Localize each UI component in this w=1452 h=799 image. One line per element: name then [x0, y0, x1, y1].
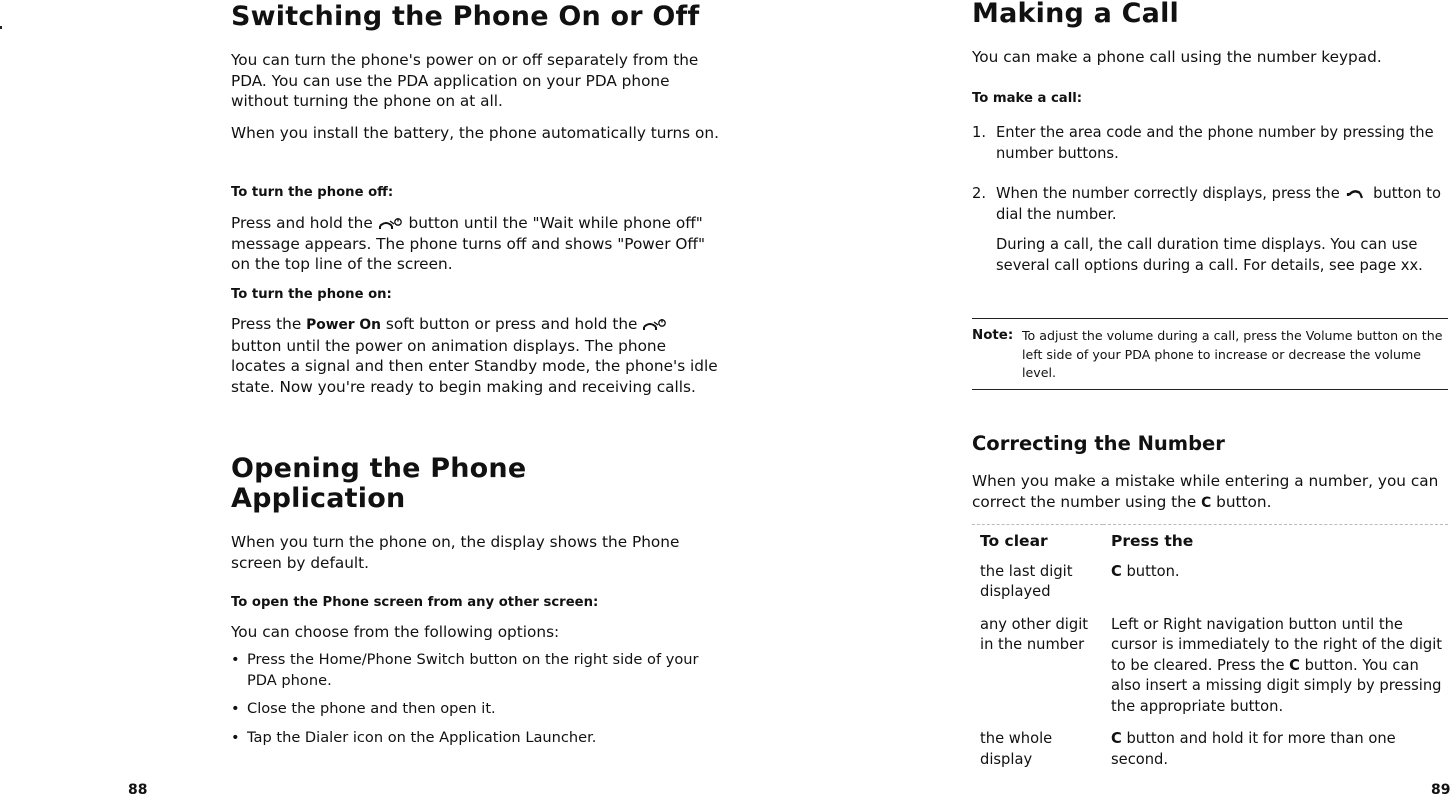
step-2-details: During a call, the call duration time displays. You can use several call options during a call. For details, see page xx. — [996, 236, 1423, 274]
list-item — [972, 123, 1448, 164]
open-para-1: When you turn the phone on, the display shows the Phone screen by default. — [231, 533, 680, 572]
correct-para — [972, 471, 1448, 513]
turn-on-text-mid: soft button or press and hold the — [385, 315, 638, 333]
list-item: • Press the Home/Phone Switch button on the right side of your PDA phone. — [231, 650, 721, 691]
list-item — [972, 184, 1448, 276]
c-button-name: C — [1111, 730, 1122, 747]
cell-press-text-before: Left or Right navigation button until the cursor is immediately to the right of the digit to be cleared. Press the — [1111, 615, 1443, 674]
call-section-title: Making a Call — [972, 0, 1180, 29]
note-text: To adjust the volume during a call, press the Volume button on the left side of your PDA phone to increase or decrease the volume level. — [1022, 328, 1443, 380]
table-header-row — [972, 525, 1448, 562]
table-row — [972, 562, 1448, 615]
table-row — [972, 729, 1448, 782]
page-number-right: 89 — [1431, 782, 1451, 798]
volume-note — [972, 318, 1448, 390]
open-title-line-2: Application — [231, 483, 406, 514]
list-item: • Tap the Dialer icon on the Application Launcher. — [231, 728, 721, 749]
step-text-before: When the number correctly displays, press the — [996, 185, 1340, 202]
right-page — [726, 0, 1452, 799]
end-power-button-icon-2 — [642, 318, 678, 332]
turn-off-text-before: Press and hold the — [231, 214, 373, 232]
table-row — [972, 615, 1448, 730]
header-to-clear: To clear — [972, 525, 1103, 562]
switch-section-title: Switching the Phone On or Off — [231, 1, 700, 32]
step-number: 1. — [972, 124, 987, 141]
cell-press — [1103, 615, 1448, 730]
call-steps-list — [972, 123, 1448, 276]
page-number-left: 88 — [128, 782, 148, 798]
correct-para-after: button. — [1216, 492, 1272, 511]
turn-on-text-after: button until the power on animation displays. The phone locates a signal and then enter Standby mode, the phone's idle state. Now you're ready to begin making and receiving calls. — [231, 336, 718, 396]
cell-clear: the whole display — [980, 730, 1053, 768]
note-label: Note: — [972, 328, 1014, 343]
make-call-label: To make a call: — [972, 91, 1083, 106]
send-call-button-icon — [1344, 187, 1368, 201]
open-section-title — [231, 454, 721, 514]
cell-press — [1103, 729, 1448, 782]
turn-off-text-after: button until the "Wait while phone off" message appears. The phone turns off and shows "Power Off" on the top line of the screen. — [231, 214, 705, 273]
call-para-1: You can make a phone call using the number keypad. — [972, 48, 1382, 66]
cell-clear: any other digit in the number — [980, 615, 1089, 653]
correct-para-before: When you make a mistake while entering a number, you can correct the number using the — [972, 472, 1439, 511]
c-button-name: C — [1201, 494, 1212, 511]
turn-off-instructions — [231, 213, 721, 275]
correction-table — [972, 524, 1448, 782]
turn-on-label: To turn the phone on: — [231, 287, 392, 302]
step-number: 2. — [972, 185, 987, 202]
turn-on-text-before: Press the — [231, 315, 302, 333]
list-item: • Close the phone and then open it. — [231, 699, 721, 720]
correction-table-wrap — [972, 524, 1448, 782]
open-title-line-1: Opening the Phone — [231, 453, 527, 484]
power-on-soft-button-name: Power On — [306, 317, 381, 333]
open-para-2: You can choose from the following options: — [231, 623, 560, 641]
cell-press-text-after: button. You can also insert a missing digit simply by pressing the appropriate button. — [1111, 656, 1442, 715]
step-text-after: button to dial the number. — [996, 185, 1441, 223]
correct-section-title: Correcting the Number — [972, 432, 1225, 455]
c-button-name: C — [1111, 562, 1122, 580]
open-phone-screen-label: To open the Phone screen from any other screen: — [231, 595, 599, 610]
cell-press — [1103, 562, 1448, 615]
cell-press-text: button and hold it for more than one second. — [1111, 730, 1396, 768]
c-button-name: C — [1289, 656, 1300, 674]
open-options-list — [231, 650, 721, 756]
switch-para-1: You can turn the phone's power on or off separately from the PDA. You can use the PDA application on your PDA phone without turning the phone on at all. — [231, 51, 699, 110]
switch-para-2: When you install the battery, the phone automatically turns on. — [231, 124, 719, 142]
turn-on-instructions — [231, 314, 721, 397]
cell-clear: the last digit displayed — [980, 562, 1073, 600]
header-press-the: Press the — [1103, 525, 1448, 562]
end-power-button-icon — [378, 217, 404, 231]
cell-press-text: button. — [1126, 562, 1180, 580]
step-text: Enter the area code and the phone number by pressing the number buttons. — [996, 124, 1434, 162]
turn-off-label: To turn the phone off: — [231, 185, 394, 200]
